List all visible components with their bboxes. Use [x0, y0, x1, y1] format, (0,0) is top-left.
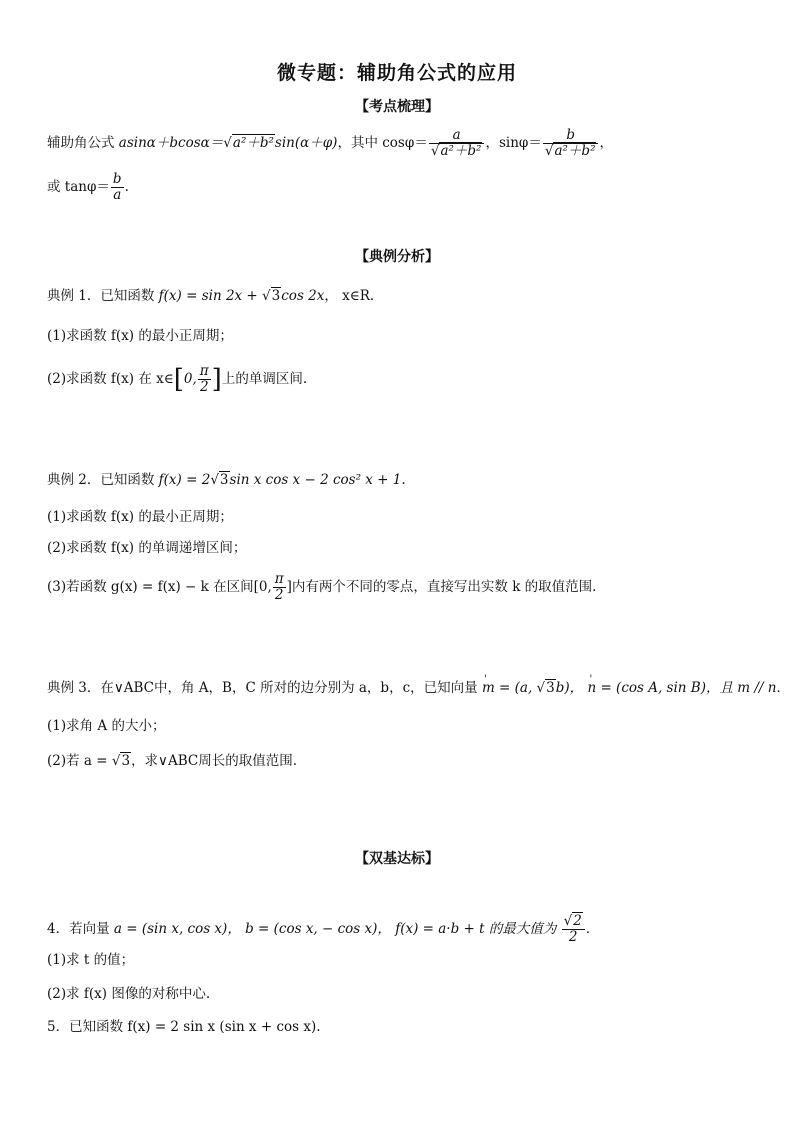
formula-radicand: a²＋b²: [232, 135, 274, 151]
ex2-stem-c: sin x cos x − 2 cos² x + 1.: [229, 472, 406, 488]
ex3-stem-e: m // n: [737, 680, 777, 696]
problem-4-q2: (2)求 f(x) 图像的对称中心.: [47, 986, 211, 1002]
ex1-stem-sqrt: 3: [271, 288, 281, 304]
page-title: 微专题：辅助角公式的应用: [276, 62, 517, 84]
right-bracket: ]: [211, 364, 222, 395]
example-1-stem: 典例 1．已知函数 f(x) = sin 2x + √3cos 2x， x∈R．: [47, 288, 384, 304]
ex1-q2-fraction: [198, 364, 211, 395]
vector-n: ' n: [587, 678, 596, 698]
cos-fraction: $\frac{a}{\text{√a²＋b²}}$: [429, 128, 485, 159]
tan-line: [47, 172, 129, 203]
ex3-stem-c: b)，: [555, 680, 588, 696]
tan-denominator: a: [113, 187, 122, 203]
example-2-q1: (1)求函数 f(x) 的最小正周期；: [47, 509, 233, 525]
ex1-stem-d: ， x∈R．: [324, 288, 384, 304]
example-3-q2: (2)若 a = √3，求∨ABC周长的取值范围.: [47, 753, 297, 769]
sin-denominator-radicand: a²＋b²: [554, 143, 596, 159]
sin-fraction: $\frac{b}{\text{√a²＋b²}}$: [543, 128, 599, 159]
cos-denominator-radicand: a²＋b²: [440, 143, 482, 159]
formula-sin-lead: ，sinφ＝: [485, 135, 542, 151]
ex3-stem-f: ．: [776, 680, 790, 696]
ex1-q2-lo: 0,: [183, 371, 197, 387]
ex1-stem-a: 典例 1．已知函数: [47, 288, 159, 304]
example-3-q1: (1)求角 A 的大小；: [47, 718, 166, 734]
example-2-q3: [47, 572, 596, 603]
example-2-q2: (2)求函数 f(x) 的单调递增区间；: [47, 540, 247, 556]
ex2-stem-a: 典例 2．已知函数: [47, 472, 159, 488]
example-3-stem: 典例 3．在∨ABC中，角 A，B，C 所对的边分别为 a，b，c，已知向量 ' m = (a, √3b)， ' n = (cos A, sin B)，且 m // n．: [47, 678, 790, 698]
formula-mid: ，其中 cosφ＝: [337, 135, 428, 151]
problem-5-stem: 5．已知函数 f(x) = 2 sin x (sin x + cos x).: [47, 1019, 321, 1035]
ex4-stem-a: 4．若向量: [47, 921, 114, 937]
ex1-q2-num: π: [199, 363, 209, 379]
tan-numerator: b: [112, 171, 122, 187]
ex2-q3-num: π: [274, 571, 284, 587]
section-heading-dianli: 【典例分析】: [355, 249, 439, 265]
ex1-q2-b: 上的单调区间.: [221, 371, 308, 387]
ex2-stem-sqrt: 3: [219, 472, 229, 488]
sin-numerator: b: [543, 128, 599, 144]
ex1-q2-a: (2)求函数 f(x) 在 x∈: [47, 371, 174, 387]
ex2-q3-b: ]内有两个不同的零点，直接写出实数 k 的取值范围.: [286, 579, 597, 595]
problem-4-stem: [47, 914, 599, 945]
ex2-stem-b: f(x) = 2: [158, 472, 211, 488]
section-heading-shuangji: 【双基达标】: [355, 851, 439, 867]
ex3-q2-b: ，求∨ABC周长的取值范围.: [131, 753, 297, 769]
problem-4-q1: (1)求 t 的值；: [47, 952, 135, 968]
ex2-q3-a: (3)若函数 g(x) = f(x) − k 在区间[0,: [47, 579, 272, 595]
ex2-q3-den: 2: [274, 587, 284, 603]
formula-lhs: asinα＋bcosα＝: [118, 135, 224, 151]
ex3-stem-b: = (a,: [494, 680, 537, 696]
left-bracket: [: [173, 364, 184, 395]
formula-line: 辅助角公式 asinα＋bcosα＝√a²＋b²sin(α＋φ)，其中 cosφ＝ $\frac{a}{\text{√a²＋b²}}$ ，sinφ＝ $\frac{b}{\text{√a²＋b²}}$ ，: [47, 127, 613, 159]
formula-tail: ，: [599, 135, 613, 151]
ex1-q2-den: 2: [199, 379, 209, 395]
ex4-fraction: $\frac{√2}{2}$: [562, 914, 585, 945]
ex3-q2-a: (2)若 a =: [47, 753, 112, 769]
formula-rhs: sin(α＋φ): [274, 135, 338, 151]
section-heading-kaodian: 【考点梳理】: [355, 99, 439, 115]
example-1-q1: (1)求函数 f(x) 的最小正周期；: [47, 328, 233, 344]
ex1-stem-b: f(x) = sin 2x +: [158, 288, 263, 304]
ex4-stem-c: ．: [585, 921, 600, 937]
tan-tail: .: [124, 179, 129, 195]
ex4-den: 2: [568, 929, 578, 945]
ex3-stem-d: = (cos A, sin B)，且: [596, 680, 738, 696]
cos-numerator: a: [429, 128, 485, 144]
ex3-q2-sqrt: 3: [121, 753, 131, 769]
example-2-stem: 典例 2．已知函数 f(x) = 2√3sin x cos x − 2 cos² x + 1.: [47, 472, 406, 488]
ex3-stem-sqrt: 3: [546, 680, 555, 696]
formula-lead: 辅助角公式: [47, 135, 119, 151]
tan-lead: 或 tanφ＝: [47, 179, 110, 195]
tan-fraction: [111, 172, 124, 203]
ex4-num-sqrt: 2: [573, 913, 582, 929]
ex4-stem-b: a = (sin x, cos x)， b = (cos x, − cos x)， f(x) = a·b + t 的最大值为: [113, 921, 561, 937]
ex2-q3-fraction: [273, 572, 286, 603]
example-1-q2: [47, 364, 307, 395]
ex3-stem-a: 典例 3．在∨ABC中，角 A，B，C 所对的边分别为 a，b，c，已知向量: [47, 680, 482, 696]
ex1-stem-c: cos 2x: [281, 288, 325, 304]
vector-m: ' m: [482, 678, 495, 698]
